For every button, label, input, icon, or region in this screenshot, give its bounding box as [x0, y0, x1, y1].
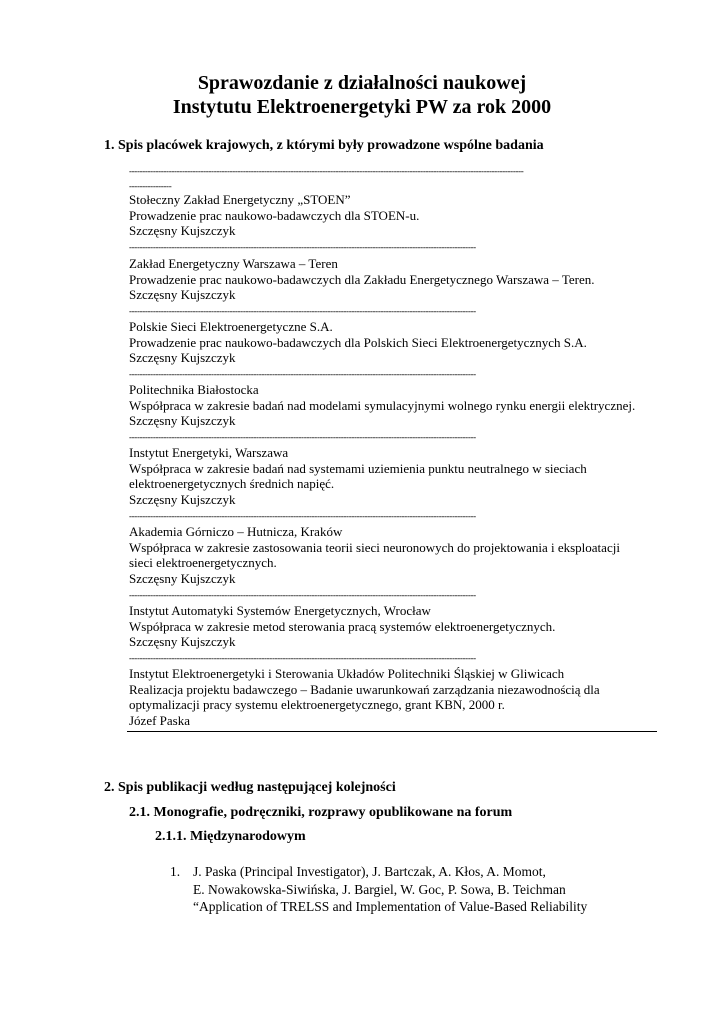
institution-description: Prowadzenie prac naukowo-badawczych dla STOEN-u. [129, 207, 420, 223]
institution-person: Szczęsny Kujszczyk [129, 570, 236, 586]
dashed-separator: ----------------------------------------------------------------------------------------------------------------------------------- [129, 306, 476, 316]
institution-person: Szczęsny Kujszczyk [129, 634, 236, 650]
institution-person: Szczęsny Kujszczyk [129, 287, 236, 303]
subsection-2-1-heading: 2.1. Monografie, podręczniki, rozprawy opublikowane na forum [129, 805, 513, 820]
publication-number: 1. [170, 864, 181, 879]
publication-line: J. Paska (Principal Investigator), J. Bartczak, A. Kłos, A. Momot, [193, 864, 546, 879]
institution-person: Szczęsny Kujszczyk [129, 491, 236, 507]
subsection-2-1-1-heading: 2.1.1. Międzynarodowym [155, 829, 306, 844]
institution-name: Politechnika Białostocka [129, 382, 259, 397]
institution-description: Współpraca w zakresie badań nad modelami symulacyjnymi wolnego rynku energii elektrycznej. [129, 397, 636, 413]
document-title-line-2: Instytutu Elektroenergetyki PW za rok 2000 [172, 96, 552, 118]
institution-description: Realizacja projektu badawczego – Badanie uwarunkowań zarządzania niezawodnością dla [129, 681, 600, 697]
institution-entry [129, 382, 635, 429]
institution-description: elektroenergetycznych średnich napięć. [129, 476, 335, 492]
institution-description: optymalizacji pracy systemu elektroenergetycznego, grant KBN, 2000 r. [129, 697, 505, 713]
institution-person: Szczęsny Kujszczyk [129, 413, 236, 429]
institution-person: Szczęsny Kujszczyk [129, 350, 236, 366]
institution-name: Stołeczny Zakład Energetyczny „STOEN” [129, 192, 351, 207]
dashed-separator: ---------------- [129, 181, 172, 191]
institution-person: Szczęsny Kujszczyk [129, 223, 236, 239]
document-title-line-1: Sprawozdanie z działalności naukowej [197, 72, 527, 94]
dashed-separator: ----------------------------------------------------------------------------------------------------------------------------------- [129, 511, 476, 521]
institution-entry [129, 256, 594, 303]
publication-line: E. Nowakowska-Siwińska, J. Bargiel, W. Goc, P. Sowa, B. Teichman [193, 881, 566, 897]
institution-name: Instytut Automatyki Systemów Energetycznych, Wrocław [129, 603, 431, 618]
institution-entry [129, 192, 419, 239]
dashed-separator: ----------------------------------------------------------------------------------------------------------------------------------- [129, 590, 476, 600]
dashed-separator: ----------------------------------------------------------------------------------------------------------------------------------- [129, 432, 476, 442]
dashed-separator: ----------------------------------------------------------------------------------------------------------------------------------------------------- [129, 166, 524, 176]
institution-description: Współpraca w zakresie metod sterowania pracą systemów elektroenergetycznych. [129, 618, 556, 634]
dashed-separator: ----------------------------------------------------------------------------------------------------------------------------------- [129, 369, 476, 379]
institution-entry [129, 603, 555, 650]
institution-description: sieci elektroenergetycznych. [129, 555, 277, 571]
institution-entry [129, 524, 620, 586]
dashed-separator: ----------------------------------------------------------------------------------------------------------------------------------- [129, 653, 476, 663]
institution-name: Zakład Energetyczny Warszawa – Teren [129, 256, 338, 271]
institution-name: Akademia Górniczo – Hutnicza, Kraków [129, 524, 343, 539]
institution-description: Współpraca w zakresie badań nad systemami uziemienia punktu neutralnego w sieciach [129, 460, 587, 476]
institution-entry [129, 666, 600, 728]
dashed-separator: ----------------------------------------------------------------------------------------------------------------------------------- [129, 242, 476, 252]
institution-name: Polskie Sieci Elektroenergetyczne S.A. [129, 319, 333, 334]
institution-name: Instytut Elektroenergetyki i Sterowania Układów Politechniki Śląskiej w Gliwicach [129, 666, 565, 681]
section-2-heading: 2. Spis publikacji według następującej kolejności [104, 780, 396, 795]
institution-entry [129, 445, 587, 507]
section-1-heading: 1. Spis placówek krajowych, z którymi były prowadzone wspólne badania [104, 138, 544, 153]
institution-description: Prowadzenie prac naukowo-badawczych dla Zakładu Energetycznego Warszawa – Teren. [129, 271, 595, 287]
institution-description: Prowadzenie prac naukowo-badawczych dla Polskich Sieci Elektroenergetycznych S.A. [129, 334, 587, 350]
institution-description: Współpraca w zakresie zastosowania teorii sieci neuronowych do projektowania i eksploatacji [129, 539, 620, 555]
institution-entry [129, 319, 587, 366]
publication-entry [193, 863, 587, 916]
publication-line: “Application of TRELSS and Implementation of Value-Based Reliability [193, 899, 588, 914]
institution-name: Instytut Energetyki, Warszawa [129, 445, 289, 460]
table-bottom-rule [127, 731, 657, 732]
institution-person: Józef Paska [129, 712, 191, 728]
